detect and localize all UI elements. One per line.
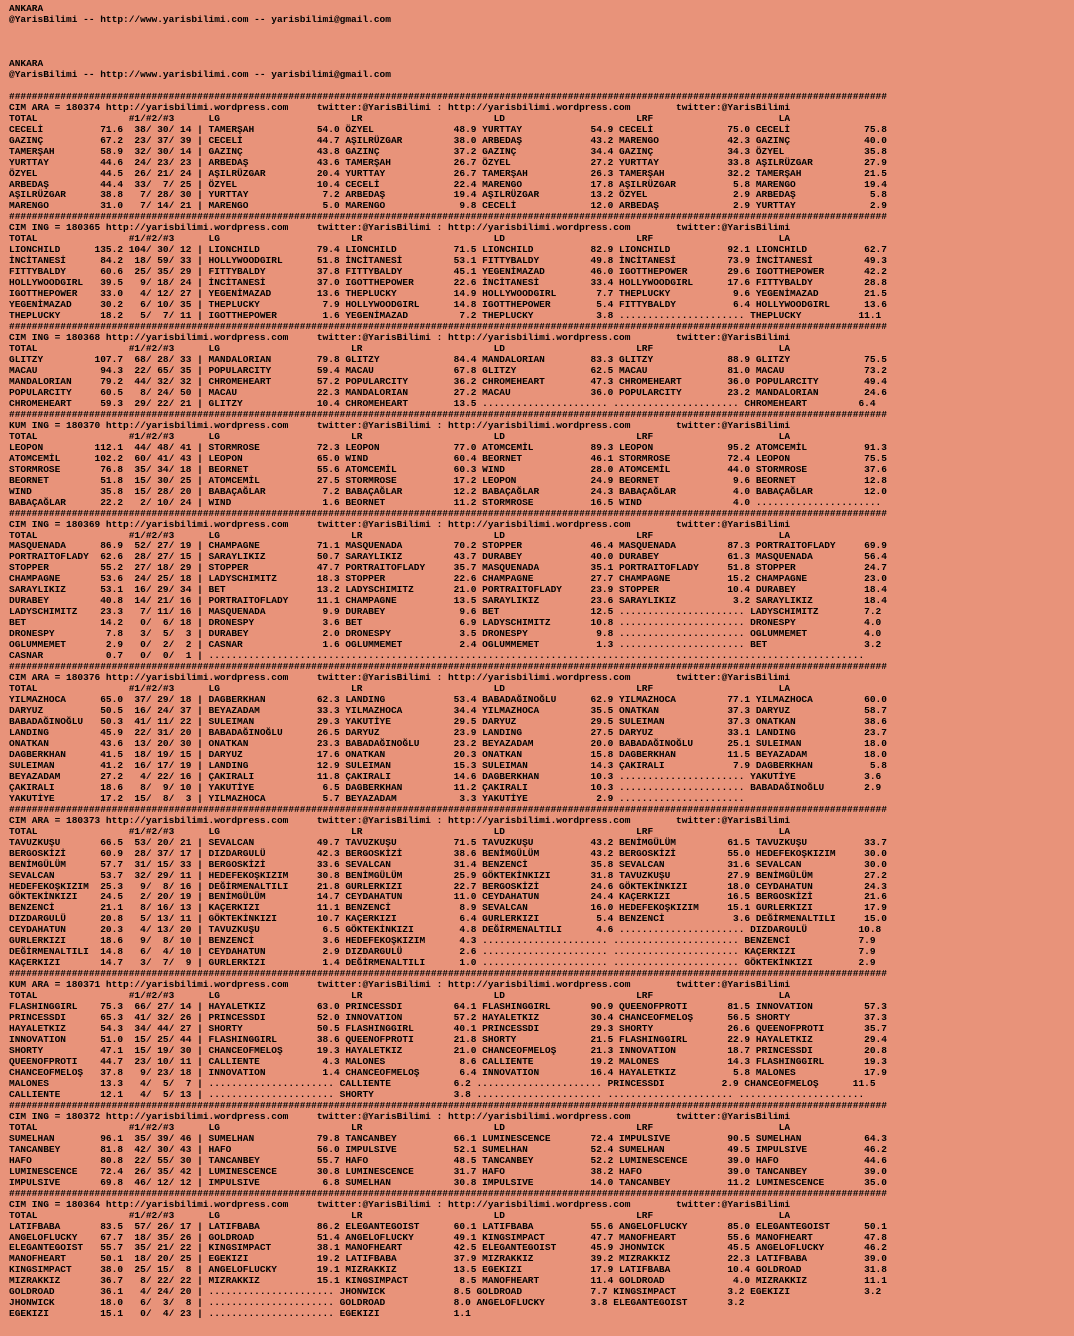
table-row: SHORTY 47.1 15/ 19/ 30 | CHANCEOFMELOŞ 19.3 HAYALETKIZ 21.0 CHANCEOFMELOŞ 21.3 INNOVATION 18.7 PRINCESSDI 20.8 — [9, 1045, 887, 1057]
table-row: YILMAZHOCA 65.0 37/ 29/ 18 | DAGBERKHAN 62.3 LANDING 53.4 BABADAĞINOĞLU 62.9 YILMAZHOCA 77.1 YILMAZHOCA 60.0 — [9, 694, 887, 706]
table-row: PRINCESSDI 65.3 41/ 32/ 26 | PRINCESSDI 52.0 INNOVATION 57.2 HAYALETKIZ 30.4 CHANCEOFMELOŞ 56.5 SHORTY 37.3 — [9, 1012, 887, 1024]
table-row: YEGENİMAZAD 30.2 6/ 10/ 35 | THEPLUCKY 7.9 HOLLYWOODGIRL 14.8 IGOTTHEPOWER 5.4 FITTYBALDY 6.4 HOLLYWOODGIRL 13.6 — [9, 299, 887, 311]
section-separator: ########################################################################################################################################################## — [9, 1187, 887, 1199]
table-row: WIND 35.8 15/ 28/ 20 | BABAÇAĞLAR 7.2 BABAÇAĞLAR 12.2 BABAÇAĞLAR 24.3 BABAÇAĞLAR 4.0 BABAÇAĞLAR 12.0 — [9, 485, 887, 497]
table-row: EGEKIZI 15.1 0/ 4/ 23 | ...................... EGEKIZI 1.1 — [9, 1308, 471, 1320]
race-report-text — [9, 4, 887, 1320]
table-row: MARENGO 31.0 7/ 14/ 21 | MARENGO 5.0 MARENGO 9.8 CECELİ 12.0 ARBEDAŞ 2.9 YURTTAY 2.9 — [9, 200, 887, 212]
table-row: DARYUZ 50.5 16/ 24/ 37 | BEYAZADAM 33.3 YILMAZHOCA 34.4 YILMAZHOCA 35.5 ONATKAN 37.3 DARYUZ 58.7 — [9, 705, 887, 716]
table-row: TAMERŞAH 58.9 32/ 30/ 14 | GAZINÇ 43.8 GAZINÇ 37.2 GAZINÇ 34.4 GAZINÇ 34.3 ÖZYEL 35.8 — [9, 145, 887, 157]
race-header: KUM ARA = 180371 http://yarisbilimi.wordpress.com twitter:@YarisBilimi : http://yarisbilimi.wordpress.com twitter:@YarisBilimi — [9, 979, 791, 991]
table-row: INNOVATION 51.0 15/ 25/ 44 | FLASHINGGIRL 38.6 QUEENOFPROTI 21.8 SHORTY 21.5 FLASHINGGIRL 22.9 HAYALETKIZ 29.4 — [9, 1034, 887, 1046]
table-row: KAÇERKIZI 14.7 3/ 7/ 9 | GURLERKIZI 1.4 DEĞİRMENALTILI 1.0 ...................... ...................... GÖKTEKİNKIZI 2.9 — [9, 957, 876, 969]
section-separator: ########################################################################################################################################################## — [9, 90, 887, 102]
table-row: JHONWICK 18.0 6/ 3/ 8 | ...................... GOLDROAD 8.0 ANGELOFLUCKY 3.8 ELEGANTEGOIST 3.2 — [9, 1297, 745, 1309]
table-row: THEPLUCKY 18.2 5/ 7/ 11 | IGOTTHEPOWER 1.6 YEGENİMAZAD 7.2 THEPLUCKY 3.8 ...................... THEPLUCKY 11.1 — [9, 310, 882, 322]
table-row: LATIFBABA 83.5 57/ 26/ 17 | LATIFBABA 86.2 ELEGANTEGOIST 60.1 LATIFBABA 55.6 ANGELOFLUCKY 85.0 ELEGANTEGOIST 50.1 — [9, 1220, 887, 1232]
race-header: CIM ING = 180364 http://yarisbilimi.wordpress.com twitter:@YarisBilimi : http://yarisbilimi.wordpress.com twitter:@YarisBilimi — [9, 1198, 791, 1210]
table-row: ONATKAN 43.6 13/ 20/ 30 | ONATKAN 23.3 BABADAĞINOĞLU 23.2 BEYAZADAM 20.0 BABADAĞINOĞLU 25.1 SULEIMAN 18.0 — [9, 737, 887, 749]
text-line: @YarisBilimi -- http://www.yarisbilimi.com -- yarisbilimi@gmail.com — [9, 13, 391, 25]
table-row: MACAU 94.3 22/ 65/ 35 | POPULARCITY 59.4 MACAU 67.8 GLITZY 62.5 MACAU 81.0 MACAU 73.2 — [9, 364, 887, 376]
table-row: SARAYLIKIZ 53.1 16/ 29/ 34 | BET 13.2 LADYSCHIMITZ 21.0 PORTRAITOFLADY 23.9 STOPPER 10.4 DURABEY 18.4 — [9, 584, 887, 596]
table-row: GURLERKIZI 18.6 9/ 8/ 10 | BENZENCİ 3.6 HEDEFEKOŞKIZIM 4.3 ...................... ...................... BENZENCİ 7.9 — [9, 935, 876, 947]
blank-line — [9, 37, 887, 48]
table-row: BEORNET 51.8 15/ 30/ 25 | ATOMCEMİL 27.5 STORMROSE 17.2 LEOPON 24.9 BEORNET 9.6 BEORNET 12.8 — [9, 474, 887, 486]
text-line: @YarisBilimi -- http://www.yarisbilimi.com -- yarisbilimi@gmail.com — [9, 68, 391, 80]
table-row: OGLUMMEMET 2.9 0/ 2/ 2 | CASNAR 1.6 OGLUMMEMET 2.4 OGLUMMEMET 1.3 ...................... BET 3.2 — [9, 639, 882, 651]
race-header: CIM ING = 180369 http://yarisbilimi.wordpress.com twitter:@YarisBilimi : http://yarisbilimi.wordpress.com twitter:@YarisBilimi — [9, 518, 791, 530]
table-row: CALLIENTE 12.1 4/ 5/ 13 | ...................... SHORTY 3.8 ...................... ...................... ...................... — [9, 1088, 865, 1100]
table-row: GLITZY 107.7 68/ 28/ 33 | MANDALORIAN 79.8 GLITZY 84.4 MANDALORIAN 83.3 GLITZY 88.9 GLITZY 75.5 — [9, 354, 887, 365]
table-row: CASNAR 0.7 0/ 0/ 1 | ................................................................................................................... — [9, 650, 865, 662]
race-header: CIM ING = 180365 http://yarisbilimi.wordpress.com twitter:@YarisBilimi : http://yarisbilimi.wordpress.com twitter:@YarisBilimi — [9, 222, 791, 234]
table-row: HAYALETKIZ 54.3 34/ 44/ 27 | SHORTY 50.5 FLASHINGGIRL 40.1 PRINCESSDI 29.3 SHORTY 26.6 QUEENOFPROTI 35.7 — [9, 1023, 887, 1035]
table-row: DRONESPY 7.8 3/ 5/ 3 | DURABEY 2.0 DRONESPY 3.5 DRONESPY 9.8 ...................... OGLUMMEMET 4.0 — [9, 628, 882, 640]
column-header: TOTAL #1/#2/#3 LG LR LD LRF LA — [9, 343, 791, 355]
table-row: BERGOSKİZİ 60.9 28/ 37/ 17 | DIZDARGULÜ 42.3 BERGOSKİZİ 38.6 BENİMGÜLÜM 43.2 BERGOSKİZİ 55.0 HEDEFEKOŞKIZIM 30.0 — [9, 847, 887, 859]
table-row: BABAÇAĞLAR 22.2 2/ 10/ 24 | WIND 1.6 BEORNET 11.2 STORMROSE 16.5 WIND 4.0 ...................... — [9, 496, 882, 508]
table-row: CEYDAHATUN 20.3 4/ 13/ 20 | TAVUZKUŞU 6.5 GÖKTEKİNKIZI 4.8 DEĞİRMENALTILI 4.6 ...................... DIZDARGULÜ 10.8 — [9, 924, 882, 936]
table-row: PORTRAITOFLADY 62.6 28/ 27/ 15 | SARAYLIKIZ 50.7 SARAYLIKIZ 43.7 DURABEY 40.0 DURABEY 61.3 MASQUENADA 56.4 — [9, 551, 887, 563]
section-separator: ########################################################################################################################################################## — [9, 507, 887, 519]
race-header: CIM ARA = 180376 http://yarisbilimi.wordpress.com twitter:@YarisBilimi : http://yarisbilimi.wordpress.com twitter:@YarisBilimi — [9, 672, 791, 684]
race-header: CIM ARA = 180374 http://yarisbilimi.wordpress.com twitter:@YarisBilimi : http://yarisbilimi.wordpress.com twitter:@YarisBilimi — [9, 101, 791, 113]
table-row: MASQUENADA 86.9 52/ 27/ 19 | CHAMPAGNE 71.1 MASQUENADA 70.2 STOPPER 46.4 MASQUENADA 87.3 PORTRAITOFLADY 69.9 — [9, 540, 887, 552]
table-row: ARBEDAŞ 44.4 33/ 7/ 25 | ÖZYEL 10.4 CECELİ 22.4 MARENGO 17.8 AŞILRÜZGAR 5.8 MARENGO 19.4 — [9, 178, 887, 190]
section-separator: ########################################################################################################################################################## — [9, 661, 887, 673]
table-row: CHROMEHEART 59.3 29/ 22/ 21 | GLITZY 10.4 CHROMEHEART 13.5 ...................... ...................... CHROMEHEART 6.4 — [9, 397, 876, 409]
column-header: TOTAL #1/#2/#3 LG LR LD LRF LA — [9, 430, 791, 442]
race-header: CIM ARA = 180373 http://yarisbilimi.wordpress.com twitter:@YarisBilimi : http://yarisbilimi.wordpress.com twitter:@YarisBilimi — [9, 814, 791, 826]
section-separator: ########################################################################################################################################################## — [9, 408, 887, 420]
table-row: DIZDARGULÜ 20.8 5/ 13/ 11 | GÖKTEKİNKIZI 10.7 KAÇERKIZI 6.4 GURLERKIZI 5.4 BENZENCİ 3.6 DEĞİRMENALTILI 15.0 — [9, 913, 887, 925]
table-row: LADYSCHIMITZ 23.3 7/ 11/ 16 | MASQUENADA 9.9 DURABEY 9.6 BET 12.5 ...................... LADYSCHIMITZ 7.2 — [9, 606, 882, 618]
column-header: TOTAL #1/#2/#3 LG LR LD LRF LA — [9, 825, 791, 837]
table-row: STORMROSE 76.8 35/ 34/ 18 | BEORNET 55.6 ATOMCEMİL 60.3 WIND 28.0 ATOMCEMİL 44.0 STORMROSE 37.6 — [9, 463, 887, 475]
table-row: POPULARCITY 60.5 8/ 24/ 50 | MACAU 22.3 MANDALORIAN 27.2 MACAU 36.0 POPULARCITY 23.2 MANDALORIAN 24.6 — [9, 386, 887, 398]
table-row: FITTYBALDY 60.6 25/ 35/ 29 | FITTYBALDY 37.8 FITTYBALDY 45.1 YEGENİMAZAD 46.0 IGOTTHEPOWER 29.6 IGOTTHEPOWER 42.2 — [9, 266, 887, 278]
table-row: IMPULSIVE 69.8 46/ 12/ 12 | IMPULSIVE 6.8 SUMELHAN 30.8 IMPULSIVE 14.0 TANCANBEY 11.2 LUMINESCENCE 35.0 — [9, 1176, 887, 1188]
table-row: BENİMGÜLÜM 57.7 31/ 15/ 33 | BERGOSKİZİ 33.6 SEVALCAN 31.4 BENZENCİ 35.8 SEVALCAN 31.6 SEVALCAN 30.0 — [9, 858, 887, 870]
table-row: LIONCHILD 135.2 104/ 30/ 12 | LIONCHILD 79.4 LIONCHILD 71.5 LIONCHILD 82.9 LIONCHILD 92.1 LIONCHILD 62.7 — [9, 244, 887, 256]
table-row: DURABEY 40.8 14/ 21/ 16 | PORTRAITOFLADY 11.1 CHAMPAGNE 13.5 SARAYLIKIZ 23.6 SARAYLIKIZ 3.2 SARAYLIKIZ 18.4 — [9, 595, 887, 607]
table-row: CHANCEOFMELOŞ 37.8 9/ 23/ 18 | INNOVATION 1.4 CHANCEOFMELOŞ 6.4 INNOVATION 16.4 HAYALETKIZ 5.8 MALONES 17.9 — [9, 1066, 887, 1078]
table-row: İNCİTANESİ 84.2 18/ 59/ 33 | HOLLYWOODGIRL 51.8 İNCİTANESİ 53.1 FITTYBALDY 49.8 İNCİTANESİ 73.9 İNCİTANESİ 49.3 — [9, 255, 887, 267]
table-row: CHAMPAGNE 53.6 24/ 25/ 18 | LADYSCHIMITZ 18.3 STOPPER 22.6 CHAMPAGNE 27.7 CHAMPAGNE 15.2 CHAMPAGNE 23.0 — [9, 573, 887, 585]
table-row: DEĞİRMENALTILI 14.8 6/ 4/ 10 | CEYDAHATUN 2.9 DIZDARGULÜ 2.6 ...................... ...................... KAÇERKIZI 7.9 — [9, 946, 876, 958]
section-separator: ########################################################################################################################################################## — [9, 1099, 887, 1111]
table-row: YAKUTİYE 17.2 15/ 8/ 3 | YILMAZHOCA 5.7 BEYAZADAM 3.3 YAKUTİYE 2.9 ...................... — [9, 792, 745, 804]
table-row: GOLDROAD 36.1 4/ 24/ 20 | ...................... JHONWICK 8.5 GOLDROAD 7.7 KINGSIMPACT 3.2 EGEKIZI 3.2 — [9, 1286, 882, 1298]
table-row: ÇAKIRALI 18.6 8/ 9/ 10 | YAKUTİYE 6.5 DAGBERKHAN 11.2 ÇAKIRALI 10.3 ...................... BABADAĞINOĞLU 2.9 — [9, 781, 882, 793]
table-row: ANGELOFLUCKY 67.7 18/ 35/ 26 | GOLDROAD 51.4 ANGELOFLUCKY 49.1 KINGSIMPACT 47.7 MANOFHEART 55.6 MANOFHEART 47.8 — [9, 1231, 887, 1243]
text-line: ANKARA — [9, 57, 44, 69]
table-row: GAZINÇ 67.2 23/ 37/ 39 | CECELİ 44.7 AŞILRÜZGAR 38.0 ARBEDAŞ 43.2 MARENGO 42.3 GAZINÇ 40.0 — [9, 134, 887, 146]
table-row: BEYAZADAM 27.2 4/ 22/ 16 | ÇAKIRALI 11.8 ÇAKIRALI 14.6 DAGBERKHAN 10.3 ...................... YAKUTİYE 3.6 — [9, 770, 882, 782]
table-row: HOLLYWOODGIRL 39.5 9/ 18/ 24 | İNCİTANESİ 37.0 IGOTTHEPOWER 22.6 İNCİTANESİ 33.4 HOLLYWOODGIRL 17.6 FITTYBALDY 28.8 — [9, 277, 887, 289]
table-row: SUMELHAN 96.1 35/ 39/ 46 | SUMELHAN 79.8 TANCANBEY 66.1 LUMINESCENCE 72.4 IMPULSIVE 90.5 SUMELHAN 64.3 — [9, 1132, 887, 1144]
blank-line — [9, 26, 887, 37]
column-header: TOTAL #1/#2/#3 LG LR LD LRF LA — [9, 1209, 791, 1221]
table-row: DAGBERKHAN 41.5 18/ 19/ 15 | DARYUZ 17.6 ONATKAN 20.3 ONATKAN 15.8 DAGBERKHAN 11.5 BEYAZADAM 18.0 — [9, 748, 887, 760]
table-row: LEOPON 112.1 44/ 48/ 41 | STORMROSE 72.3 LEOPON 77.0 ATOMCEMİL 89.3 LEOPON 95.2 ATOMCEMİL 91.3 — [9, 441, 887, 453]
table-row: MANOFHEART 50.1 18/ 20/ 25 | EGEKIZI 19.2 LATIFBABA 37.9 MIZRAKKIZ 39.2 MIZRAKKIZ 22.3 LATIFBABA 39.0 — [9, 1253, 887, 1265]
section-separator: ########################################################################################################################################################## — [9, 803, 887, 815]
blank-line — [9, 48, 887, 59]
column-header: TOTAL #1/#2/#3 LG LR LD LRF LA — [9, 112, 791, 124]
table-row: YURTTAY 44.6 24/ 23/ 23 | ARBEDAŞ 43.6 TAMERŞAH 26.7 ÖZYEL 27.2 YURTTAY 33.8 AŞILRÜZGAR 27.9 — [9, 156, 887, 168]
race-header: CIM ING = 180372 http://yarisbilimi.wordpress.com twitter:@YarisBilimi : http://yarisbilimi.wordpress.com twitter:@YarisBilimi — [9, 1110, 791, 1122]
section-separator: ########################################################################################################################################################## — [9, 968, 887, 980]
table-row: MANDALORIAN 79.2 44/ 32/ 32 | CHROMEHEART 57.2 POPULARCITY 36.2 CHROMEHEART 47.3 CHROMEHEART 36.0 POPULARCITY 49.4 — [9, 375, 887, 387]
table-row: ATOMCEMİL 102.2 60/ 41/ 43 | LEOPON 65.0 WIND 60.4 BEORNET 46.1 STORMROSE 72.4 LEOPON 75.5 — [9, 452, 887, 464]
column-header: TOTAL #1/#2/#3 LG LR LD LRF LA — [9, 990, 791, 1002]
table-row: MIZRAKKIZ 36.7 8/ 22/ 22 | MIZRAKKIZ 15.1 KINGSIMPACT 8.5 MANOFHEART 11.4 GOLDROAD 4.0 MIZRAKKIZ 11.1 — [9, 1275, 887, 1287]
table-row: FLASHINGGIRL 75.3 66/ 27/ 14 | HAYALETKIZ 63.0 PRINCESSDI 64.1 FLASHINGGIRL 90.9 QUEENOFPROTI 81.5 INNOVATION 57.3 — [9, 1001, 887, 1013]
table-row: KINGSIMPACT 38.0 25/ 15/ 8 | ANGELOFLUCKY 19.1 MIZRAKKIZ 13.5 EGEKIZI 17.9 LATIFBABA 10.4 GOLDROAD 31.8 — [9, 1264, 887, 1276]
table-row: SULEIMAN 41.2 16/ 17/ 19 | LANDING 12.9 SULEIMAN 15.3 SULEIMAN 14.3 ÇAKIRALI 7.9 DAGBERKHAN 5.8 — [9, 759, 887, 771]
column-header: TOTAL #1/#2/#3 LG LR LD LRF LA — [9, 683, 791, 695]
table-row: TANCANBEY 81.8 42/ 30/ 43 | HAFO 56.0 IMPULSIVE 52.1 SUMELHAN 52.4 SUMELHAN 49.5 IMPULSIVE 46.2 — [9, 1143, 887, 1155]
table-row: HEDEFEKOŞKIZIM 25.3 9/ 8/ 16 | DEĞİRMENALTILI 21.8 GURLERKIZI 22.7 BERGOSKİZİ 24.6 GÖKTEKİNKIZI 18.0 CEYDAHATUN 24.3 — [9, 880, 887, 892]
table-row: HAFO 80.8 22/ 55/ 30 | TANCANBEY 55.7 HAFO 48.5 TANCANBEY 52.2 LUMINESCENCE 39.0 HAFO 44.6 — [9, 1154, 887, 1166]
table-row: BET 14.2 0/ 6/ 18 | DRONESPY 3.6 BET 6.9 LADYSCHIMITZ 10.8 ...................... DRONESPY 4.0 — [9, 617, 882, 629]
column-header: TOTAL #1/#2/#3 LG LR LD LRF LA — [9, 233, 791, 245]
table-row: SEVALCAN 53.7 32/ 29/ 11 | HEDEFEKOŞKIZIM 30.8 BENİMGÜLÜM 25.9 GÖKTEKİNKIZI 31.8 TAVUZKUŞU 27.9 BENİMGÜLÜM 27.2 — [9, 869, 887, 881]
column-header: TOTAL #1/#2/#3 LG LR LD LRF LA — [9, 1121, 791, 1133]
text-line: ANKARA — [9, 3, 44, 14]
section-separator: ########################################################################################################################################################## — [9, 211, 887, 223]
table-row: LANDING 45.9 22/ 31/ 20 | BABADAĞINOĞLU 26.5 DARYUZ 23.9 LANDING 27.5 DARYUZ 33.1 LANDING 23.7 — [9, 726, 887, 738]
table-row: STOPPER 55.2 27/ 18/ 29 | STOPPER 47.7 PORTRAITOFLADY 35.7 MASQUENADA 35.1 PORTRAITOFLADY 51.8 STOPPER 24.7 — [9, 562, 887, 574]
table-row: BABADAĞINOĞLU 50.3 41/ 11/ 22 | SULEIMAN 29.3 YAKUTİYE 29.5 DARYUZ 29.5 SULEIMAN 37.3 ONATKAN 38.6 — [9, 715, 887, 727]
table-row: ELEGANTEGOIST 55.7 35/ 21/ 22 | KINGSIMPACT 38.1 MANOFHEART 42.5 ELEGANTEGOIST 45.9 JHONWICK 45.5 ANGELOFLUCKY 46.2 — [9, 1242, 887, 1254]
table-row: CECELİ 71.6 38/ 30/ 14 | TAMERŞAH 54.0 ÖZYEL 48.9 YURTTAY 54.9 CECELİ 75.0 CECELİ 75.8 — [9, 123, 887, 135]
table-row: MALONES 13.3 4/ 5/ 7 | ...................... CALLIENTE 6.2 ...................... PRINCESSDI 2.9 CHANCEOFMELOŞ 11.5 — [9, 1077, 876, 1089]
race-header: CIM ING = 180368 http://yarisbilimi.wordpress.com twitter:@YarisBilimi : http://yarisbilimi.wordpress.com twitter:@YarisBilimi — [9, 332, 791, 344]
table-row: LUMINESCENCE 72.4 26/ 35/ 42 | LUMINESCENCE 30.8 LUMINESCENCE 31.7 HAFO 38.2 HAFO 39.0 TANCANBEY 39.0 — [9, 1165, 887, 1177]
table-row: BENZENCİ 21.1 8/ 16/ 13 | KAÇERKIZI 11.1 BENZENCİ 8.9 SEVALCAN 16.0 HEDEFEKOŞKIZIM 15.1 GURLERKIZI 17.9 — [9, 902, 887, 914]
column-header: TOTAL #1/#2/#3 LG LR LD LRF LA — [9, 529, 791, 541]
table-row: QUEENOFPROTI 44.7 23/ 10/ 11 | CALLIENTE 4.3 MALONES 8.6 CALLIENTE 19.2 MALONES 14.3 FLASHINGGIRL 19.3 — [9, 1056, 887, 1067]
table-row: GÖKTEKİNKIZI 24.5 2/ 20/ 19 | BENİMGÜLÜM 14.7 CEYDAHATUN 11.0 CEYDAHATUN 24.4 KAÇERKIZI 16.5 BERGOSKİZİ 21.6 — [9, 891, 887, 903]
section-separator: ########################################################################################################################################################## — [9, 321, 887, 333]
table-row: AŞILRÜZGAR 38.8 7/ 28/ 30 | YURTTAY 7.2 ARBEDAŞ 19.4 AŞILRÜZGAR 13.2 ÖZYEL 2.9 ARBEDAŞ 5.8 — [9, 189, 887, 201]
race-header: KUM ING = 180370 http://yarisbilimi.wordpress.com twitter:@YarisBilimi : http://yarisbilimi.wordpress.com twitter:@YarisBilimi — [9, 419, 791, 431]
table-row: ÖZYEL 44.5 26/ 21/ 24 | AŞILRÜZGAR 20.4 YURTTAY 26.7 TAMERŞAH 26.3 TAMERŞAH 32.2 TAMERŞAH 21.5 — [9, 167, 887, 179]
table-row: TAVUZKUŞU 66.5 53/ 20/ 21 | SEVALCAN 49.7 TAVUZKUŞU 71.5 TAVUZKUŞU 43.2 BENİMGÜLÜM 61.5 TAVUZKUŞU 33.7 — [9, 836, 887, 848]
table-row: IGOTTHEPOWER 33.0 4/ 12/ 27 | YEGENİMAZAD 13.6 THEPLUCKY 14.9 HOLLYWOODGIRL 7.7 THEPLUCKY 9.6 YEGENİMAZAD 21.5 — [9, 288, 887, 300]
